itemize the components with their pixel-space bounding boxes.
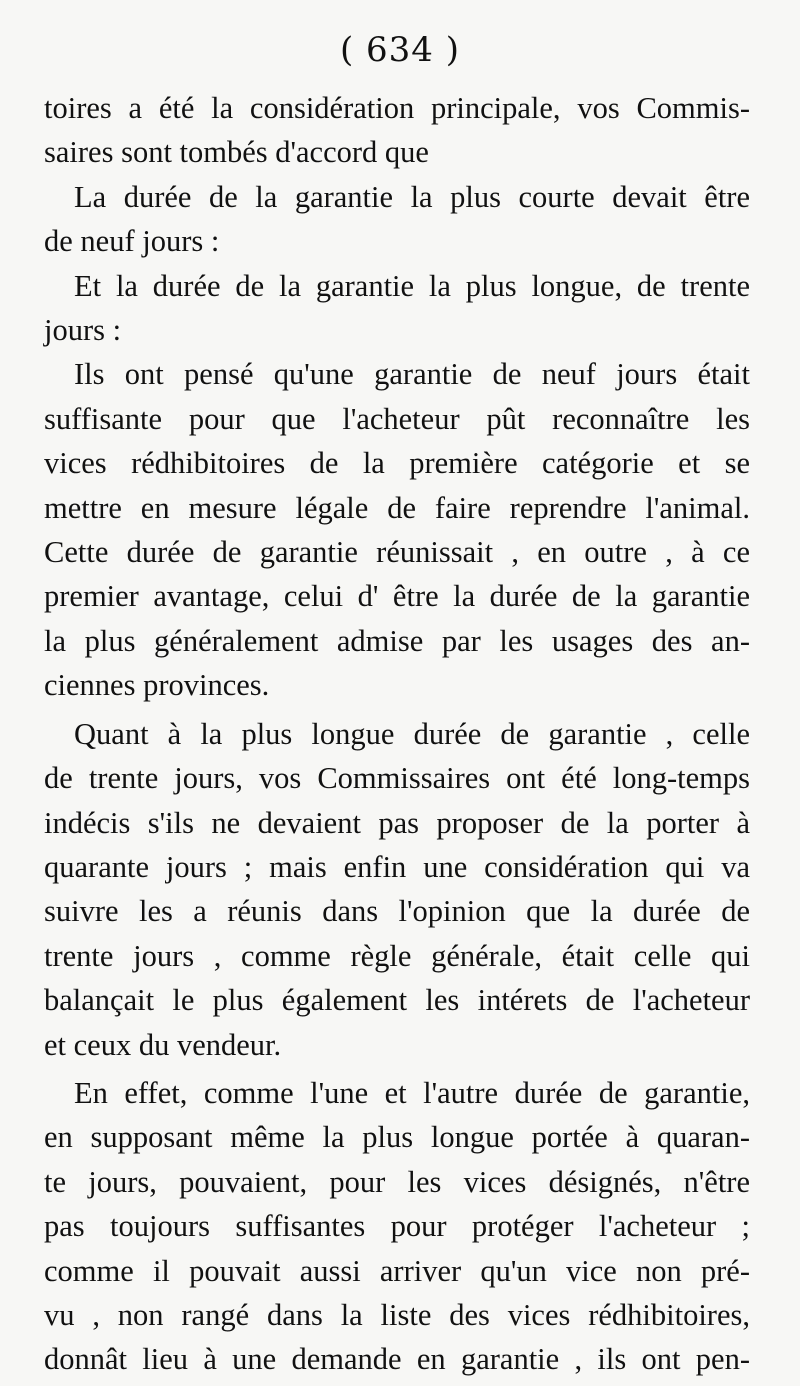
text-line: suivre les a réunis dans l'opinion que la durée de (44, 894, 750, 929)
text-line: toires a été la considération principale, vos Commis- (44, 91, 750, 125)
text-line: premier avantage, celui d' être la durée de la garantie (44, 579, 750, 614)
text-line: Et la durée de la garantie la plus longue, de trente (74, 268, 750, 303)
text-line: comme il pouvait aussi arriver qu'un vice non pré- (44, 1253, 750, 1288)
text-line: vices rédhibitoires de la première catégorie et se (44, 446, 750, 481)
text-line: Ils ont pensé qu'une garantie de neuf jours était (74, 357, 750, 392)
text-line: suffisante pour que l'acheteur pût reconnaître les (44, 401, 750, 436)
text-line: ciennes provinces. (44, 668, 270, 703)
text-line: indécis s'ils ne devaient pas proposer de la porter à (44, 805, 750, 840)
text-line: de trente jours, vos Commissaires ont été long-temps (44, 761, 750, 796)
paragraph (44, 175, 750, 264)
text-line: Cette durée de garantie réunissait , en outre , à ce (44, 535, 750, 570)
paragraph (44, 1071, 750, 1382)
text-line: et ceux du vendeur. (44, 1027, 282, 1062)
text-line: donnât lieu à une demande en garantie , ils ont pen- (44, 1342, 750, 1377)
paragraph-continuation (44, 86, 750, 175)
text-line: en supposant même la plus longue portée à quaran- (44, 1120, 750, 1155)
text-line: pas toujours suffisantes pour protéger l'acheteur ; (44, 1209, 750, 1244)
page-number: ( 634 ) (339, 30, 461, 70)
text-line: te jours, pouvaient, pour les vices désignés, n'être (44, 1164, 750, 1199)
text-line: Quant à la plus longue durée de garantie , celle (74, 716, 750, 751)
text-line: vu , non rangé dans la liste des vices rédhibitoires, (44, 1297, 750, 1332)
paragraph (44, 712, 750, 1067)
text-line: quarante jours ; mais enfin une considération qui va (44, 849, 750, 884)
text-line: balançait le plus également les intérets de l'acheteur (44, 983, 750, 1018)
text-line: En effet, comme l'une et l'autre durée de garantie, (74, 1075, 750, 1110)
text-line: La durée de la garantie la plus courte devait être (74, 179, 750, 214)
text-line: de neuf jours : (44, 224, 220, 259)
paragraph (44, 264, 750, 353)
text-line: saires sont tombés d'accord que (44, 135, 429, 170)
paragraph (44, 352, 750, 707)
text-line: jours : (44, 313, 122, 348)
text-line: la plus généralement admise par les usages des an- (44, 623, 750, 658)
body-text (44, 86, 750, 1382)
text-line: trente jours , comme règle générale, était celle qui (44, 938, 750, 973)
text-line: mettre en mesure légale de faire reprendre l'animal. (44, 490, 750, 525)
